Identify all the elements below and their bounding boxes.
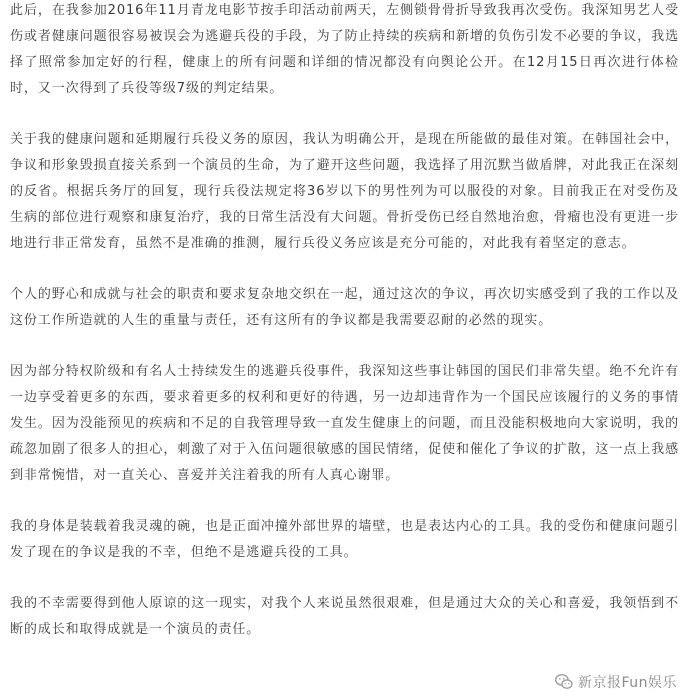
paragraph-spacer bbox=[10, 257, 679, 282]
paragraph-4: 因为部分特权阶级和有名人士持续发生的逃避兵役事件，我深知这些事让韩国的国民们非常失望。绝不允许有一边享受着更多的东西，要求着更多的权利和更好的待遇，另一边却违背作为一个国民应该履行的义务的事情发生。因为没能预见的疾病和不足的自我管理导致一直发生健康上的问题，而且没能积极地向大家说明，我的疏忽加剧了很多人的担心，刺激了对于入伍问题很敏感的国民情绪，促使和催化了争议的扩散，这一点上我感到非常惋惜，对一直关心、喜爱并关注着我的所有人真心谢罪。 bbox=[10, 364, 679, 483]
paragraph-6: 我的不幸需要得到他人原谅的这一现实，对我个人来说虽然很艰难，但是通过大众的关心和喜爱，我领悟到不断的成长和取得成就是一个演员的责任。 bbox=[10, 596, 679, 637]
paragraph-3: 个人的野心和成就与社会的职责和要求复杂地交织在一起，通过这次的争议，再次切实感受到了我的工作以及这份工作所造就的人生的重量与责任，还有这所有的争议都是我需要忍耐的必然的现实。 bbox=[10, 287, 679, 328]
wechat-icon bbox=[554, 672, 574, 692]
paragraph-spacer bbox=[10, 566, 679, 591]
paragraph-spacer bbox=[10, 489, 679, 514]
paragraph-2: 关于我的健康问题和延期履行兵役义务的原因，我认为明确公开，是现在所能做的最佳对策。在韩国社会中，争议和形象毁损直接关系到一个演员的生命，为了避开这些问题，我选择了用沉默当做盾牌，对此我正在深刻的反省。根据兵务厅的回复，现行兵役法规定将36岁以下的男性列为可以服役的对象。目前我正在对受伤及生病的部位进行观察和康复治疗，我的日常生活没有大问题。骨折受伤已经自然地治愈，骨瘤也没有更进一步地进行非正常发育，虽然不是准确的推测，履行兵役义务应该是充分可能的，对此我有着坚定的意志。 bbox=[10, 132, 679, 251]
paragraph-spacer bbox=[10, 334, 679, 359]
paragraph-1: 此后，在我参加2016年11月青龙电影节按手印活动前两天，左侧锁骨骨折导致我再次受伤。我深知男艺人受伤或者健康问题很容易被误会为逃避兵役的手段，为了防止持续的疾病和新增的负伤引发不必要的争议，我选择了照常参加定好的行程，健康上的所有问题和详细的情况都没有向舆论公开。在12月15日再次进行体检时，又一次得到了兵役等级7级的判定结果。 bbox=[10, 3, 679, 96]
paragraph-5: 我的身体是装载着我灵魂的碗，也是正面冲撞外部世界的墙壁，也是表达内心的工具。我的受伤和健康问题引发了现在的争议是我的不幸，但绝不是逃避兵役的工具。 bbox=[10, 519, 679, 560]
paragraph-spacer bbox=[10, 102, 679, 127]
source-watermark bbox=[550, 672, 681, 692]
watermark-text: 新京报Fun娱乐 bbox=[577, 675, 677, 691]
